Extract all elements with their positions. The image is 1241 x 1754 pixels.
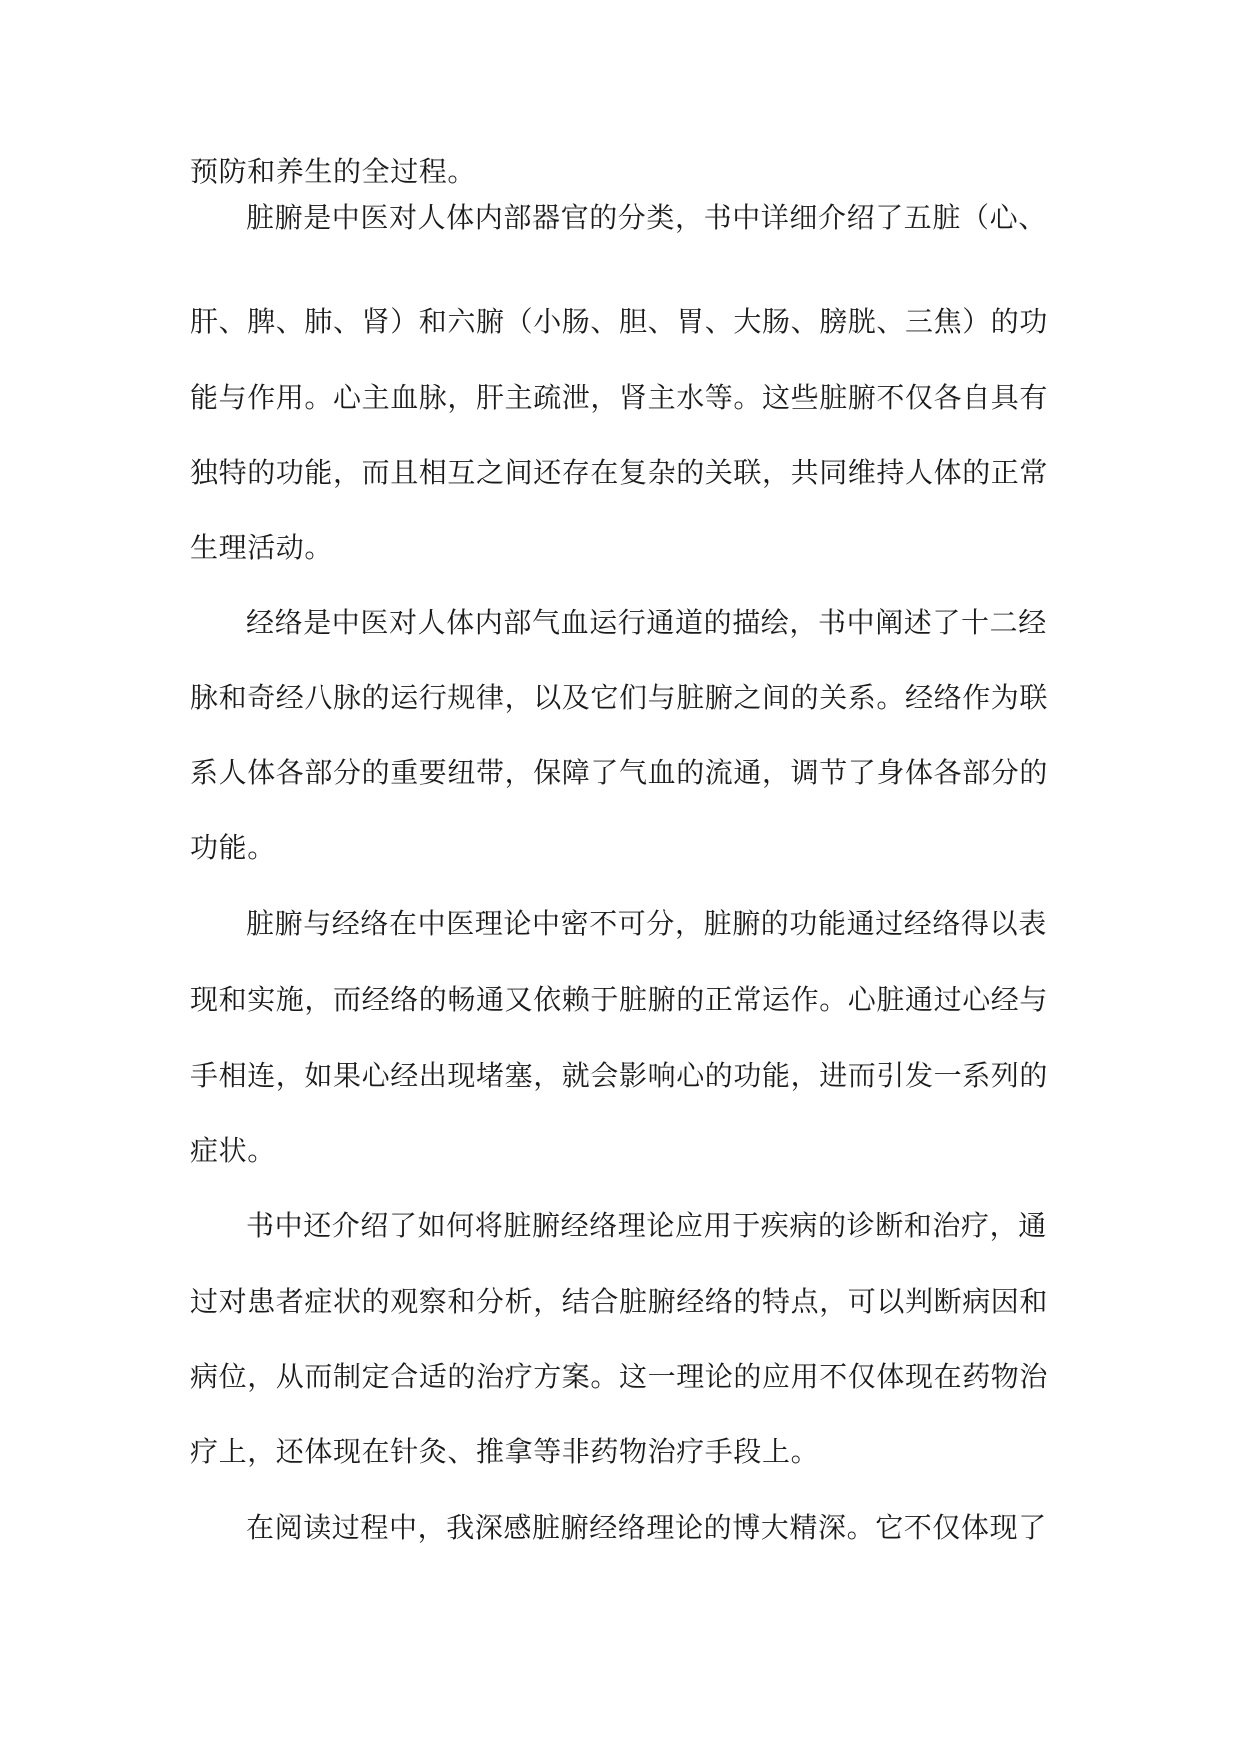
text-line: 脉和奇经八脉的运行规律，以及它们与脏腑之间的关系。经络作为联: [190, 681, 1049, 714]
text-line: 过对患者症状的观察和分析，结合脏腑经络的特点，可以判断病因和: [190, 1285, 1049, 1318]
text-line: 肝、脾、肺、肾）和六腑（小肠、胆、胃、大肠、膀胱、三焦）的功: [190, 305, 1049, 338]
text-line: 经络是中医对人体内部气血运行通道的描绘，书中阐述了十二经: [246, 606, 1047, 639]
text-line: 症状。: [190, 1134, 276, 1167]
text-line: 疗上，还体现在针灸、推拿等非药物治疗手段上。: [190, 1435, 820, 1468]
text-line: 在阅读过程中，我深感脏腑经络理论的博大精深。它不仅体现了: [246, 1511, 1047, 1544]
text-line: 脏腑与经络在中医理论中密不可分，脏腑的功能通过经络得以表: [246, 907, 1047, 940]
text-line: 生理活动。: [190, 531, 334, 564]
text-line: 功能。: [190, 831, 276, 864]
text-line: 病位，从而制定合适的治疗方案。这一理论的应用不仅体现在药物治: [190, 1360, 1049, 1393]
text-line: 手相连，如果心经出现堵塞，就会影响心的功能，进而引发一系列的: [190, 1059, 1049, 1092]
text-line: 现和实施，而经络的畅通又依赖于脏腑的正常运作。心脏通过心经与: [190, 983, 1049, 1016]
text-line: 书中还介绍了如何将脏腑经络理论应用于疾病的诊断和治疗，通: [246, 1209, 1047, 1242]
text-line: 系人体各部分的重要纽带，保障了气血的流通，调节了身体各部分的: [190, 756, 1049, 789]
text-line: 能与作用。心主血脉，肝主疏泄，肾主水等。这些脏腑不仅各自具有: [190, 381, 1049, 414]
text-line: 独特的功能，而且相互之间还存在复杂的关联，共同维持人体的正常: [190, 456, 1049, 489]
text-line: 预防和养生的全过程。: [190, 155, 477, 188]
text-line: 脏腑是中医对人体内部器官的分类，书中详细介绍了五脏（心、: [246, 201, 1047, 234]
